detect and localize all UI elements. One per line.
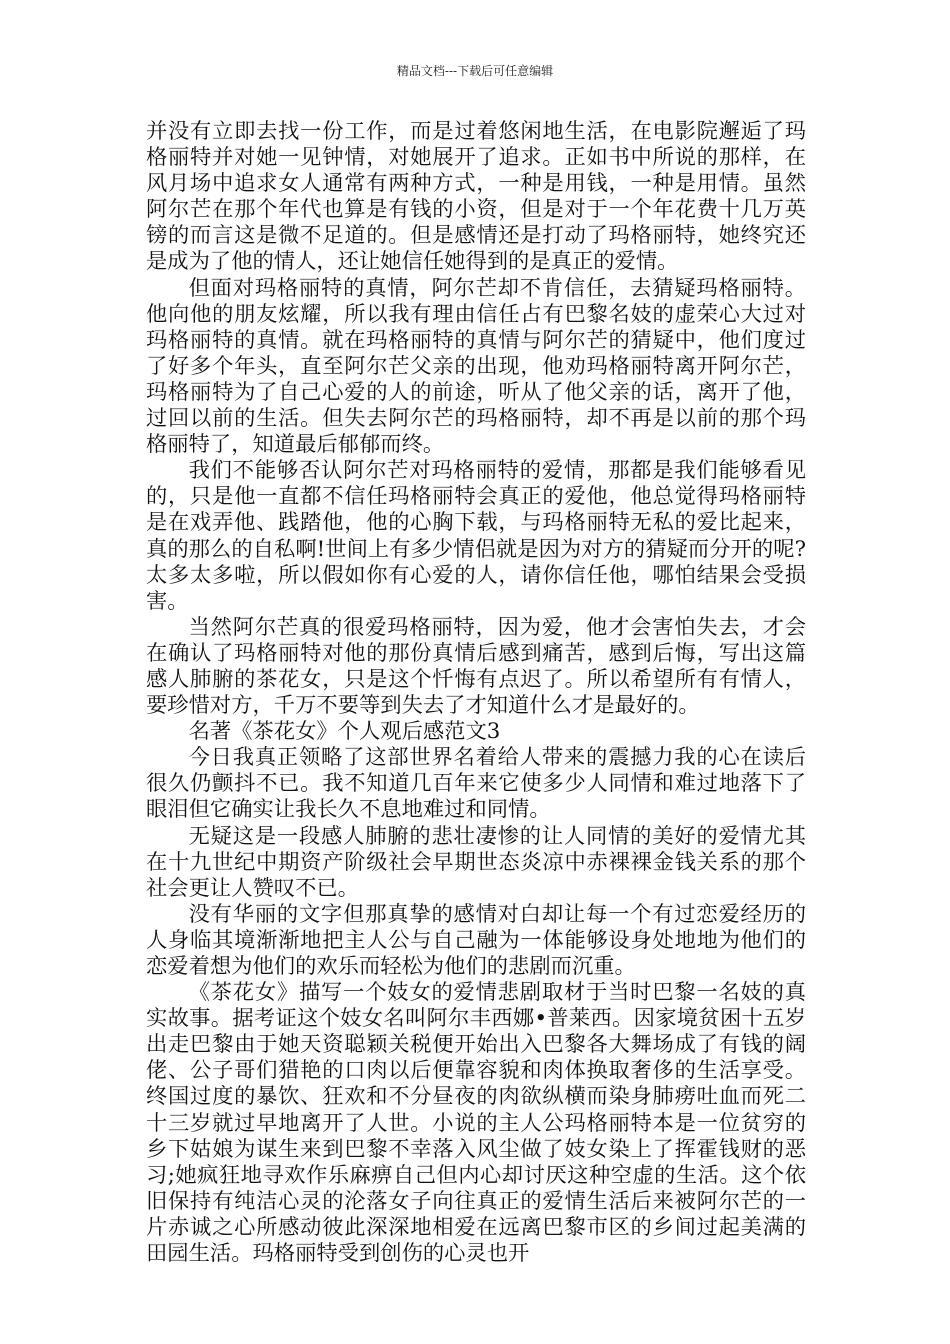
paragraph: 《茶花女》描写一个妓女的爱情悲剧取材于当时巴黎一名妓的真实故事。据考证这个妓女名叫阿尔丰西娜•普莱西。因家境贫困十五岁出走巴黎由于她天资聪颖关税便开始出入巴黎各大舞场成了有钱的阔佬、公子哥们猎艳的口肉以后便靠容貌和肉体换取奢侈的生活享受。终国过度的暴饮、狂欢和不分昼夜的肉欲纵横而染身肺痨吐血而死二十三岁就过早地离开了人世。小说的主人公玛格丽特本是一位贫穷的乡下姑娘为谋生来到巴黎不幸落入风尘做了妓女染上了挥霍钱财的恶习;她疯狂地寻欢作乐麻痹自己但内心却讨厌这种空虚的生活。这个依旧保持有纯洁心灵的沦落女子向往真正的爱情生活后来被阿尔芒的一片赤诚之心所感动彼此深深地相爱在远离巴黎市区的乡间过起美满的田园生活。玛格丽特受到创伤的心灵也开 <box>146 980 806 1267</box>
paragraph: 并没有立即去找一份工作，而是过着悠闲地生活，在电影院邂逅了玛格丽特并对她一见钟情，对她展开了追求。正如书中所说的那样，在风月场中追求女人通常有两种方式，一种是用钱，一种是用情。虽然阿尔芒在那个年代也算是有钱的小资，但是对于一个年花费十几万英镑的而言这是微不足道的。但是感情还是打动了玛格丽特，她终究还是成为了他的情人，还让她信任她得到的是真正的爱情。 <box>146 119 806 275</box>
section-heading: 名著《茶花女》个人观后感范文3 <box>188 719 501 745</box>
paragraph: 但面对玛格丽特的真情，阿尔芒却不肯信任，去猜疑玛格丽特。他向他的朋友炫耀，所以我有理由信任占有巴黎名妓的虚荣心大过对玛格丽特的真情。就在玛格丽特的真情与阿尔芒的猜疑中，他们度过了好多个年头，直至阿尔芒父亲的出现，他劝玛格丽特离开阿尔芒，玛格丽特为了自己心爱的人的前途，听从了他父亲的话，离开了他，过回以前的生活。但失去阿尔芒的玛格丽特，却不再是以前的那个玛格丽特了，知道最后郁郁而终。 <box>146 275 806 458</box>
paragraph: 无疑这是一段感人肺腑的悲壮凄惨的让人同情的美好的爱情尤其在十九世纪中期资产阶级社会早期世态炎凉中赤裸裸金钱关系的那个社会更让人赞叹不已。 <box>146 823 806 901</box>
page-header: 精品文档---下载后可任意编辑 <box>396 64 554 78</box>
paragraph: 没有华丽的文字但那真挚的感情对白却让每一个有过恋爱经历的人身临其境渐渐地把主人公与自己融为一体能够设身处地地为他们的恋爱着想为他们的欢乐而轻松为他们的悲剧而沉重。 <box>146 901 806 979</box>
paragraph: 今日我真正领略了这部世界名着给人带来的震撼力我的心在读后很久仍颤抖不已。我不知道几百年来它使多少人同情和难过地落下了眼泪但它确实让我长久不息地难过和同情。 <box>146 745 806 823</box>
paragraph: 我们不能够否认阿尔芒对玛格丽特的爱情，那都是我们能够看见的，只是他一直都不信任玛格丽特会真正的爱他，他总觉得玛格丽特是在戏弄他、践踏他，他的心胸下载，与玛格丽特无私的爱比起来，真的那么的自私啊!世间上有多少情侣就是因为对方的猜疑而分开的呢?太多太多啦，所以假如你有心爱的人，请你信任他，哪怕结果会受损害。 <box>146 458 806 614</box>
document-body <box>146 119 806 1267</box>
paragraph: 当然阿尔芒真的很爱玛格丽特，因为爱，他才会害怕失去，才会在确认了玛格丽特对他的那份真情后感到痛苦，感到后悔，写出这篇感人肺腑的茶花女，只是这个忏悔有点迟了。所以希望所有有情人，要珍惜对方，千万不要等到失去了才知道什么才是最好的。 <box>146 614 806 719</box>
